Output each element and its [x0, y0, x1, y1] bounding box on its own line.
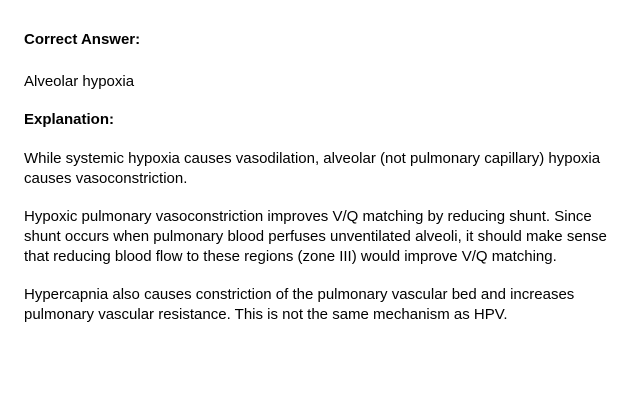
explanation-heading: Explanation: [24, 111, 115, 128]
explanation-paragraph-1: While systemic hypoxia causes vasodilation, alveolar (not pulmonary capillary) hypoxia causes vasoconstriction. [24, 150, 601, 187]
answer-explanation-panel [24, 30, 608, 343]
explanation-paragraph-2: Hypoxic pulmonary vasoconstriction improves V/Q matching by reducing shunt. Since shunt occurs when pulmonary blood perfuses unventilated alveoli, it should make sense that reducing blood flow to these regions (zone III) would improve V/Q matching. [24, 208, 607, 265]
correct-answer-text: Alveolar hypoxia [24, 73, 135, 90]
correct-answer-heading: Correct Answer: [24, 31, 141, 48]
explanation-paragraph-3: Hypercapnia also causes constriction of the pulmonary vascular bed and increases pulmonary vascular resistance. This is not the same mechanism as HPV. [24, 286, 575, 323]
